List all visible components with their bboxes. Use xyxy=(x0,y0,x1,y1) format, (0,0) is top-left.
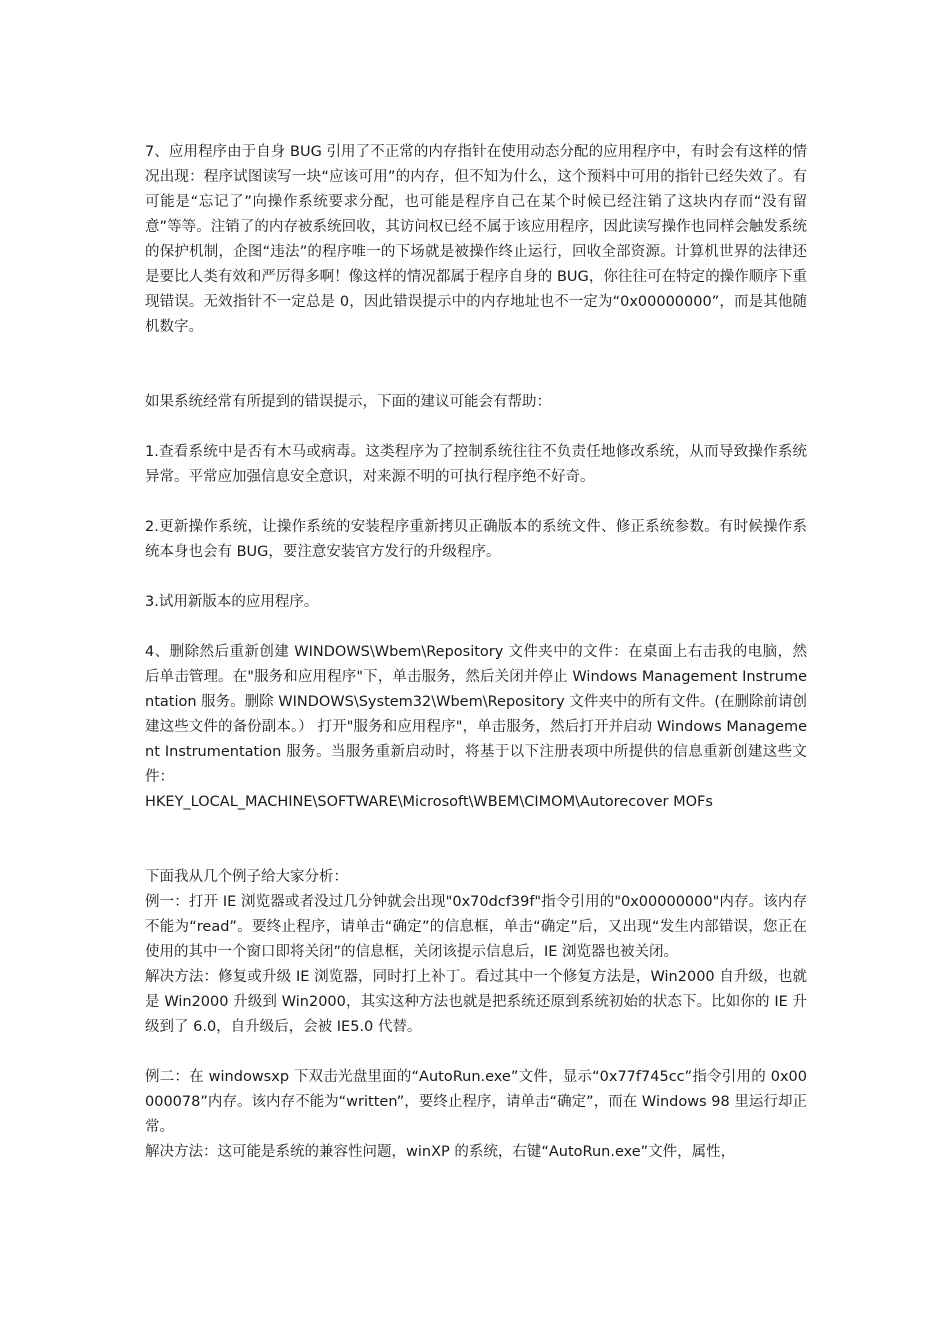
spacer xyxy=(145,615,807,640)
advice-intro: 如果系统经常有所提到的错误提示，下面的建议可能会有帮助： xyxy=(145,394,551,410)
example-2: 例二：在 windowsxp 下双击光盘里面的“AutoRun.exe”文件，显示“0x77f745cc”指令引用的 0x00000078”内存。该内存不能为“written”，要终止程序，请单击“确定”，而在 Windows 98 里运行却正常。 xyxy=(145,1069,807,1135)
spacer xyxy=(145,565,807,590)
advice-item-1: 1.查看系统中是否有木马或病毒。这类程序为了控制系统往往不负责任地修改系统，从而导致操作系统异常。平常应加强信息安全意识，对来源不明的可执行程序绝不好奇。 xyxy=(145,444,807,485)
example-1: 例一：打开 IE 浏览器或者没过几分钟就会出现"0x70dcf39f"指令引用的"0x00000000"内存。该内存不能为“read”。要终止程序，请单击“确定”的信息框，单击“确定”后，又出现“发生内部错误，您正在使用的其中一个窗口即将关闭”的信息框，关闭该提示信息后，IE 浏览器也被关闭。 xyxy=(145,894,807,960)
document-body xyxy=(145,140,807,1165)
registry-key: HKEY_LOCAL_MACHINE\SOFTWARE\Microsoft\WBEM\CIMOM\Autorecover MOFs xyxy=(145,794,713,810)
advice-item-3: 3.试用新版本的应用程序。 xyxy=(145,594,319,610)
advice-item-2: 2.更新操作系统，让操作系统的安装程序重新拷贝正确版本的系统文件、修正系统参数。有时候操作系统本身也会有 BUG，要注意安装官方发行的升级程序。 xyxy=(145,519,807,560)
solution-2: 解决方法：这可能是系统的兼容性问题，winXP 的系统，右键“AutoRun.exe”文件，属性， xyxy=(145,1144,736,1160)
paragraph-7: 7、应用程序由于自身 BUG 引用了不正常的内存指针在使用动态分配的应用程序中，有时会有这样的情况出现：程序试图读写一块“应该可用”的内存，但不知为什么，这个预料中可用的指针已经失效了。有可能是“忘记了”向操作系统要求分配，也可能是程序自己在某个时候已经注销了这块内存而“没有留意”等等。注销了的内存被系统回收，其访问权已经不属于该应用程序，因此读写操作也同样会触发系统的保护机制，企图“违法”的程序唯一的下场就是被操作终止运行，回收全部资源。计算机世界的法律还是要比人类有效和严厉得多啊！像这样的情况都属于程序自身的 BUG，你往往可在特定的操作顺序下重现错误。无效指针不一定总是 0，因此错误提示中的内存地址也不一定为“0x00000000”，而是其他随机数字。 xyxy=(145,144,807,335)
solution-1: 解决方法：修复或升级 IE 浏览器，同时打上补丁。看过其中一个修复方法是，Win2000 自升级，也就是 Win2000 升级到 Win2000，其实这种方法也就是把系统还原到系统初始的状态下。比如你的 IE 升级到了 6.0，自升级后，会被 IE5.0 代替。 xyxy=(145,969,807,1035)
examples-intro: 下面我从几个例子给大家分析： xyxy=(145,869,348,885)
spacer xyxy=(145,815,807,865)
spacer xyxy=(145,415,807,440)
spacer xyxy=(145,1040,807,1065)
spacer xyxy=(145,340,807,390)
advice-item-4: 4、删除然后重新创建 WINDOWS\Wbem\Repository 文件夹中的文件：在桌面上右击我的电脑，然后单击管理。在"服务和应用程序"下，单击服务，然后关闭并停止 Windows Management Instrumentation 服务。删除 WINDOWS\System32\Wbem\Repository 文件夹中的所有文件。(在删除前请创建这些文件的备份副本。） 打开"服务和应用程序"，单击服务，然后打开并启动 Windows Management Instrumentation 服务。当服务重新启动时，将基于以下注册表项中所提供的信息重新创建这些文件： xyxy=(145,644,807,785)
spacer xyxy=(145,490,807,515)
